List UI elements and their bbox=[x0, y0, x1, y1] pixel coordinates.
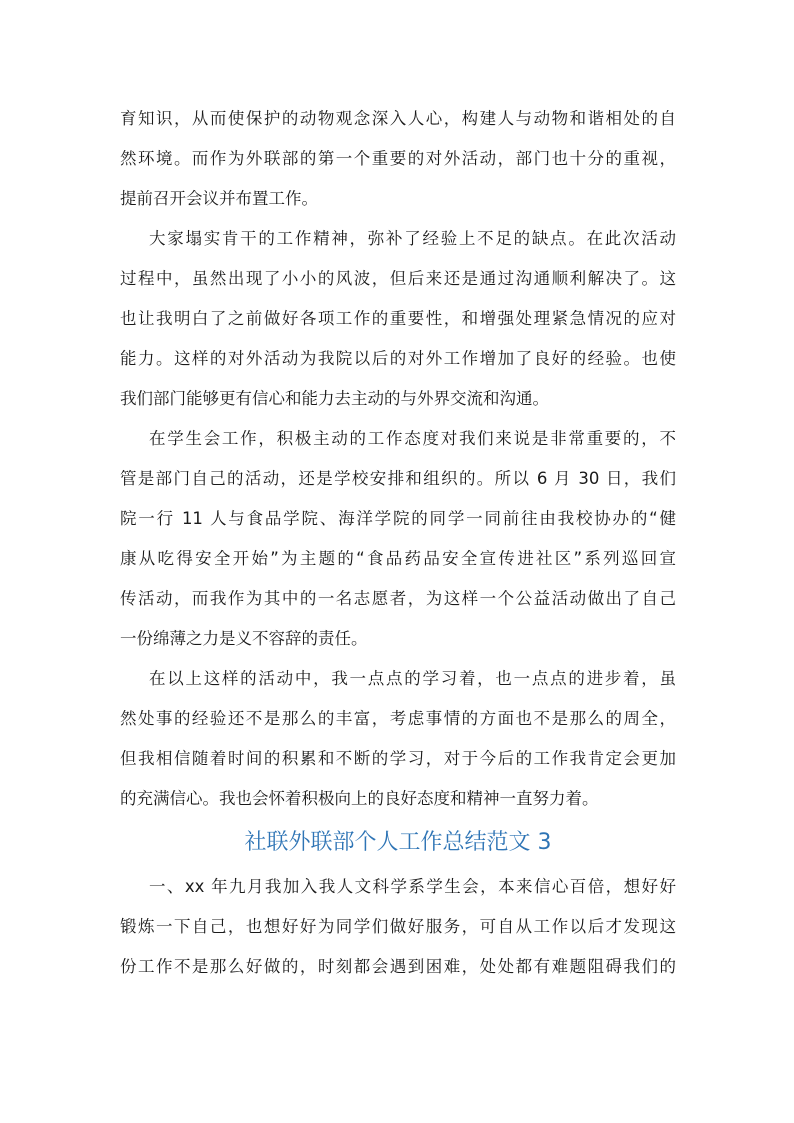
text-line: 也让我明白了之前做好各项工作的重要性，和增强处理紧急情况的应对 bbox=[120, 309, 676, 328]
text-line: 传活动，而我作为其中的一名志愿者，为这样一个公益活动做出了自己 bbox=[120, 589, 676, 608]
text-line: 管是部门自己的活动，还是学校安排和组织的。所以 6 月 30 日，我们 bbox=[120, 469, 676, 488]
text-line: 康从吃得安全开始”为主题的“食品药品安全宣传进社区”系列巡回宣 bbox=[120, 549, 676, 568]
paragraph bbox=[120, 99, 676, 219]
paragraph bbox=[120, 867, 676, 987]
text-line: 然处事的经验还不是那么的丰富，考虑事情的方面也不是那么的周全， bbox=[120, 709, 676, 728]
document-body bbox=[120, 99, 676, 987]
section-heading: 社联外联部个人工作总结范文 3 bbox=[244, 830, 552, 855]
paragraph bbox=[120, 219, 676, 419]
text-line: 锻炼一下自己，也想好好为同学们做好服务，可自从工作以后才发现这 bbox=[120, 917, 676, 936]
text-line: 院一行 11 人与食品学院、海洋学院的同学一同前往由我校协办的“健 bbox=[120, 509, 676, 528]
text-line: 一份绵薄之力是义不容辞的责任。 bbox=[120, 629, 368, 648]
text-line: 的充满信心。我也会怀着积极向上的良好态度和精神一直努力着。 bbox=[120, 789, 599, 808]
text-line: 份工作不是那么好做的，时刻都会遇到困难，处处都有难题阻碍我们的 bbox=[120, 957, 676, 976]
text-line: 大家塌实肯干的工作精神，弥补了经验上不足的缺点。在此次活动 bbox=[149, 229, 676, 248]
text-line: 过程中，虽然出现了小小的风波，但后来还是通过沟通顺利解决了。这 bbox=[120, 269, 676, 288]
paragraph bbox=[120, 659, 676, 819]
text-line: 在以上这样的活动中，我一点点的学习着，也一点点的进步着，虽 bbox=[149, 669, 676, 688]
text-line: 能力。这样的对外活动为我院以后的对外工作增加了良好的经验。也使 bbox=[120, 349, 676, 368]
paragraph bbox=[120, 419, 676, 659]
text-line: 在学生会工作，积极主动的工作态度对我们来说是非常重要的，不 bbox=[149, 429, 676, 448]
text-line: 我们部门能够更有信心和能力去主动的与外界交流和沟通。 bbox=[120, 389, 549, 408]
text-line: 然环境。而作为外联部的第一个重要的对外活动，部门也十分的重视， bbox=[120, 149, 676, 168]
text-line: 提前召开会议并布置工作。 bbox=[120, 189, 318, 208]
text-line: 育知识，从而使保护的动物观念深入人心，构建人与动物和谐相处的自 bbox=[120, 109, 676, 128]
text-line: 但我相信随着时间的积累和不断的学习，对于今后的工作我肯定会更加 bbox=[120, 749, 676, 768]
text-line: 一、xx 年九月我加入我人文科学系学生会，本来信心百倍，想好好 bbox=[149, 877, 676, 896]
